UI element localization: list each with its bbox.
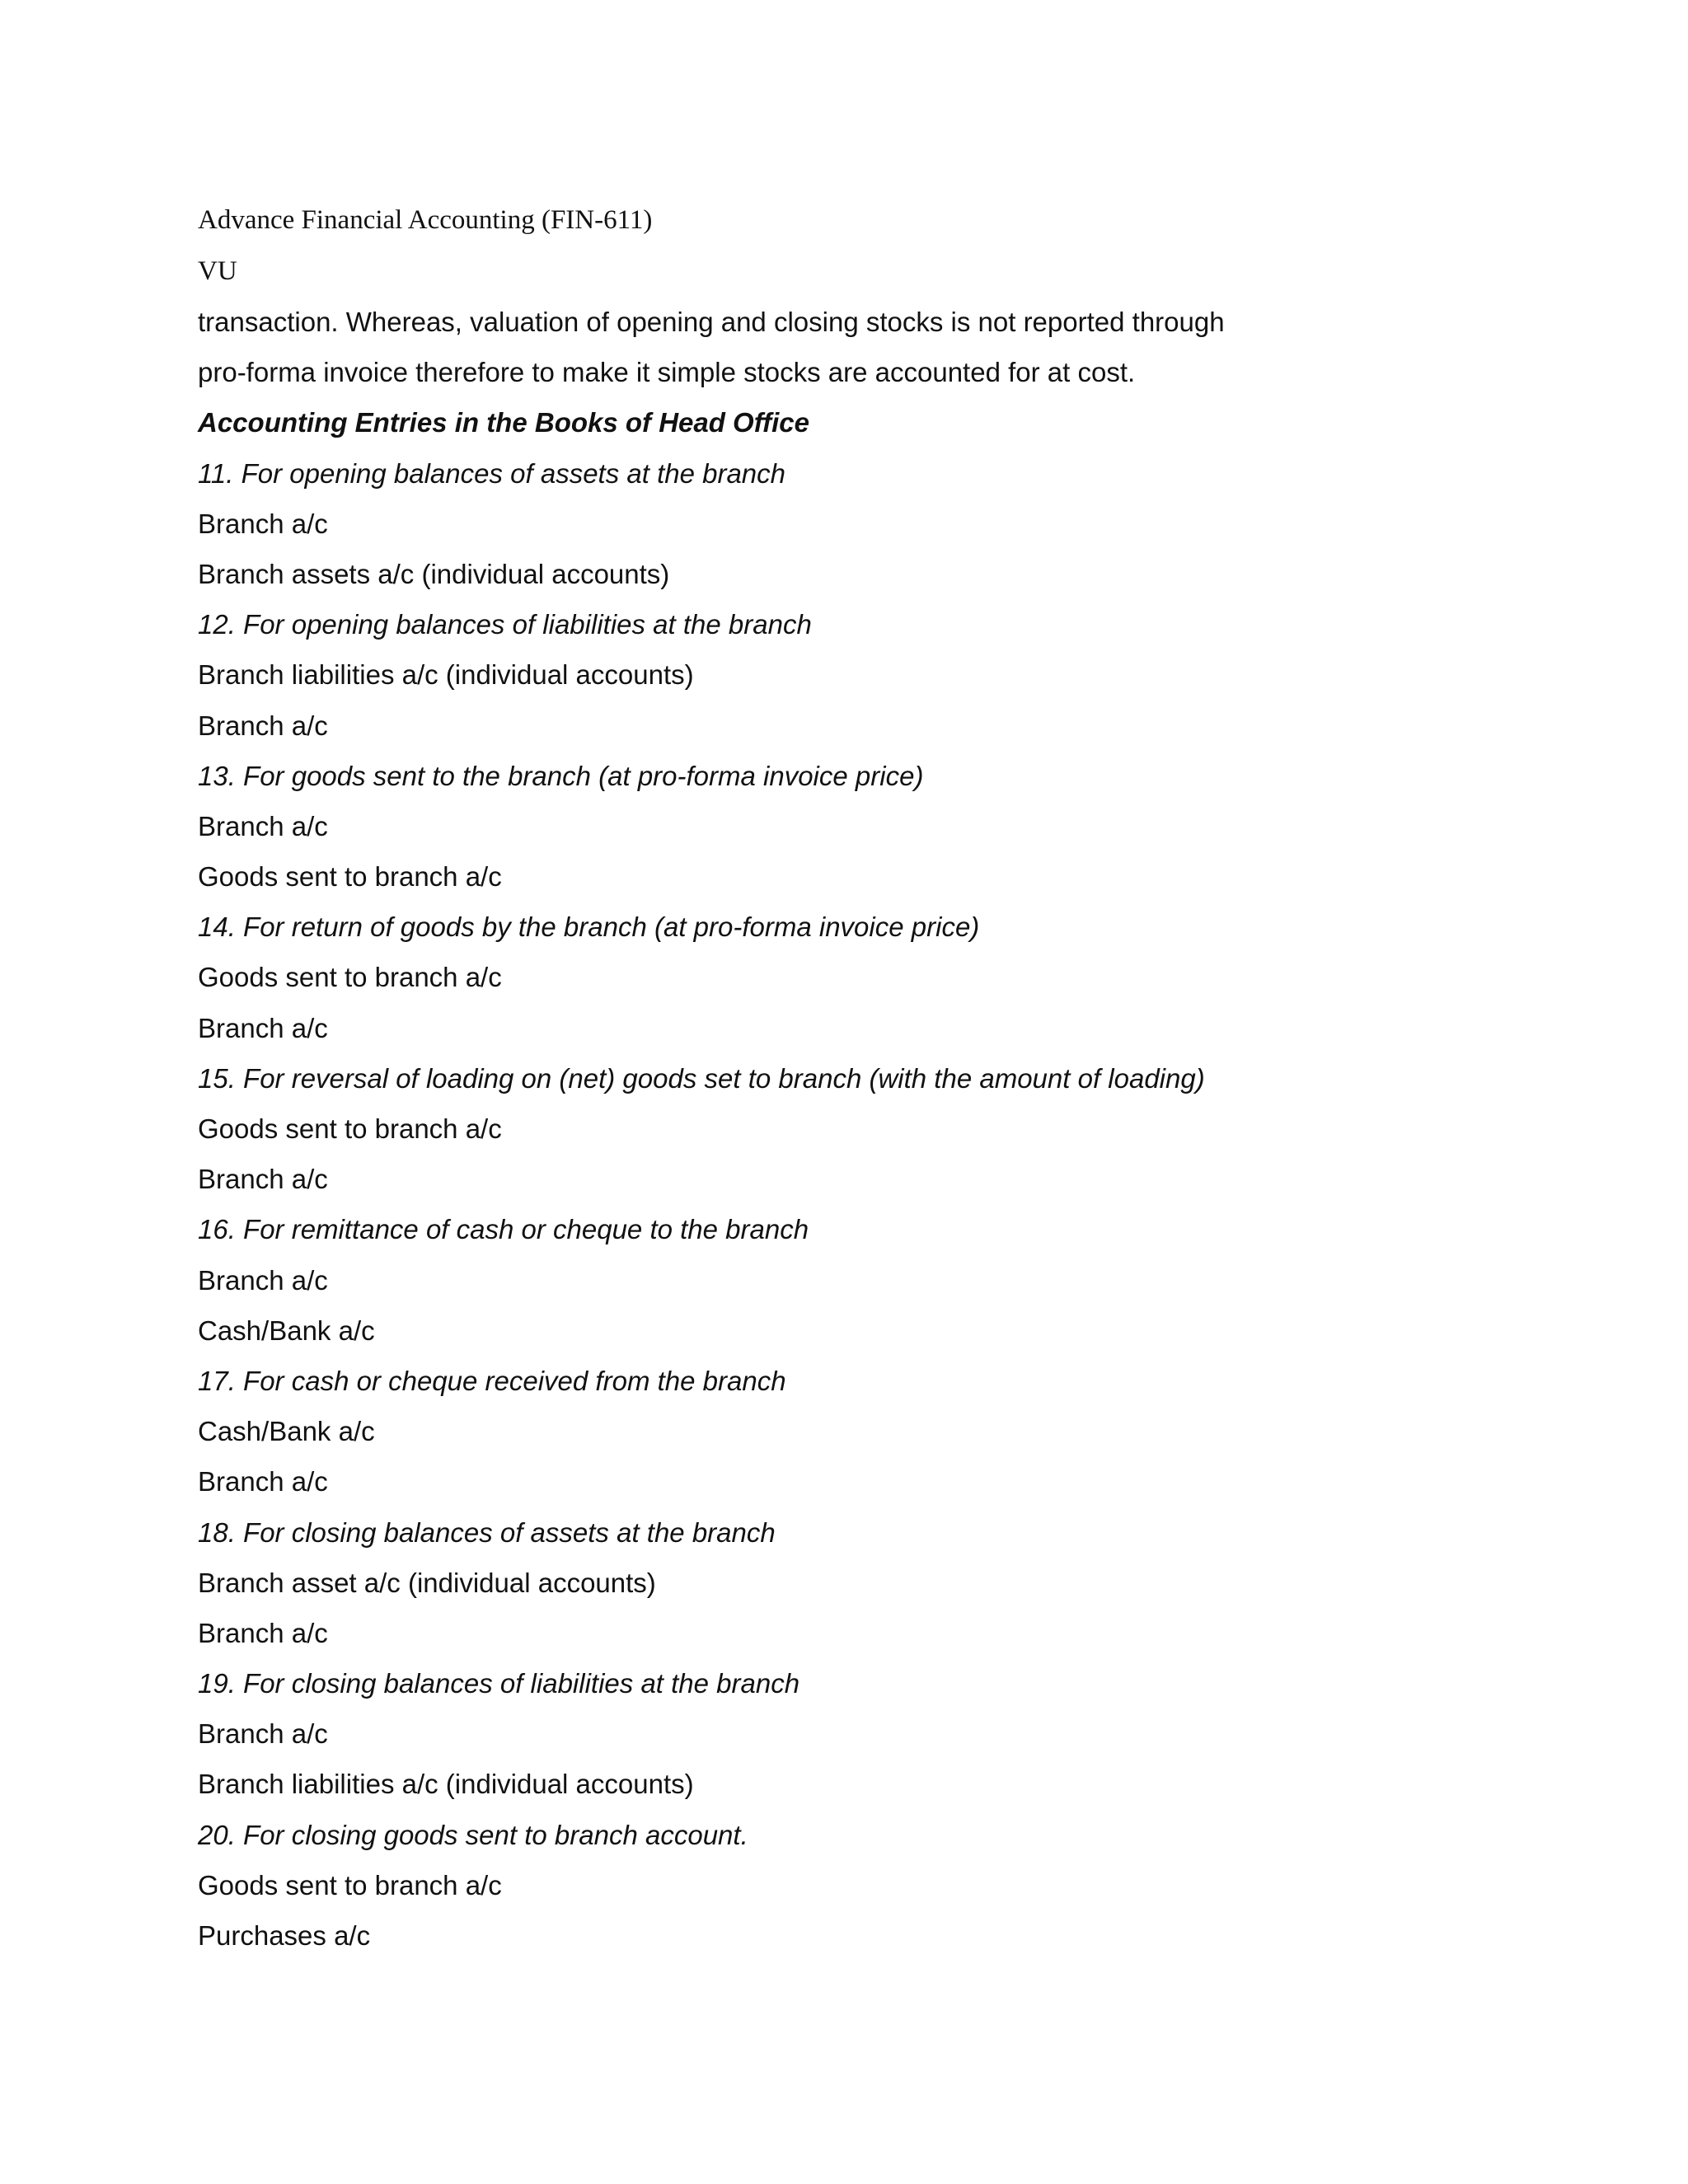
entry-16 — [198, 1204, 1517, 1356]
course-title: Advance Financial Accounting (FIN-611) — [198, 205, 653, 235]
entry-line: Branch a/c — [198, 1466, 328, 1497]
entry-line: Goods sent to branch a/c — [198, 861, 502, 893]
entry-line: Purchases a/c — [198, 1920, 371, 1951]
intro-line-2: pro-forma invoice therefore to make it simple stocks are accounted for at cost. — [198, 357, 1136, 388]
entry-line: Branch liabilities a/c (individual accounts) — [198, 659, 694, 691]
entry-line: Goods sent to branch a/c — [198, 962, 502, 993]
entry-title: 11. For opening balances of assets at the branch — [198, 457, 786, 489]
entry-line: Cash/Bank a/c — [198, 1416, 375, 1447]
entry-line: Branch liabilities a/c (individual accounts) — [198, 1769, 694, 1800]
entry-title: 14. For return of goods by the branch (at pro-forma invoice price) — [198, 912, 980, 943]
entry-13 — [198, 751, 1517, 902]
entry-title: 18. For closing balances of assets at the branch — [198, 1516, 776, 1548]
entry-title: 19. For closing balances of liabilities at the branch — [198, 1668, 800, 1699]
entry-17 — [198, 1356, 1517, 1507]
entry-title: 20. For closing goods sent to branch account. — [198, 1819, 748, 1850]
entry-12 — [198, 599, 1517, 751]
entry-title: 17. For cash or cheque received from the branch — [198, 1365, 786, 1396]
entry-line: Branch a/c — [198, 710, 328, 741]
entry-15 — [198, 1053, 1517, 1205]
entry-19 — [198, 1658, 1517, 1810]
entry-line: Branch a/c — [198, 1718, 328, 1750]
entry-14 — [198, 902, 1517, 1053]
entry-line: Goods sent to branch a/c — [198, 1869, 502, 1900]
intro-line-1: transaction. Whereas, valuation of opening and closing stocks is not reported through — [198, 307, 1225, 337]
entry-20 — [198, 1810, 1517, 1961]
document-page — [198, 194, 1517, 1961]
entry-line: Branch a/c — [198, 508, 328, 539]
entry-line: Branch a/c — [198, 810, 328, 841]
entry-line: Branch assets a/c (individual accounts) — [198, 558, 670, 589]
section-heading: Accounting Entries in the Books of Head Office — [198, 407, 809, 438]
entry-title: 13. For goods sent to the branch (at pro-forma invoice price) — [198, 760, 924, 791]
entry-line: Branch a/c — [198, 1264, 328, 1296]
institution-label: VU — [198, 256, 237, 286]
entry-line: Branch asset a/c (individual accounts) — [198, 1567, 656, 1598]
entry-line: Branch a/c — [198, 1617, 328, 1648]
entry-11 — [198, 448, 1517, 600]
entry-title: 12. For opening balances of liabilities at the branch — [198, 609, 812, 640]
entry-title: 15. For reversal of loading on (net) goods set to branch (with the amount of loading) — [198, 1062, 1205, 1094]
entry-line: Branch a/c — [198, 1012, 328, 1043]
entry-line: Cash/Bank a/c — [198, 1315, 375, 1346]
entry-line: Branch a/c — [198, 1164, 328, 1195]
entry-18 — [198, 1507, 1517, 1659]
entry-title: 16. For remittance of cash or cheque to the branch — [198, 1214, 809, 1245]
entry-line: Goods sent to branch a/c — [198, 1113, 502, 1144]
